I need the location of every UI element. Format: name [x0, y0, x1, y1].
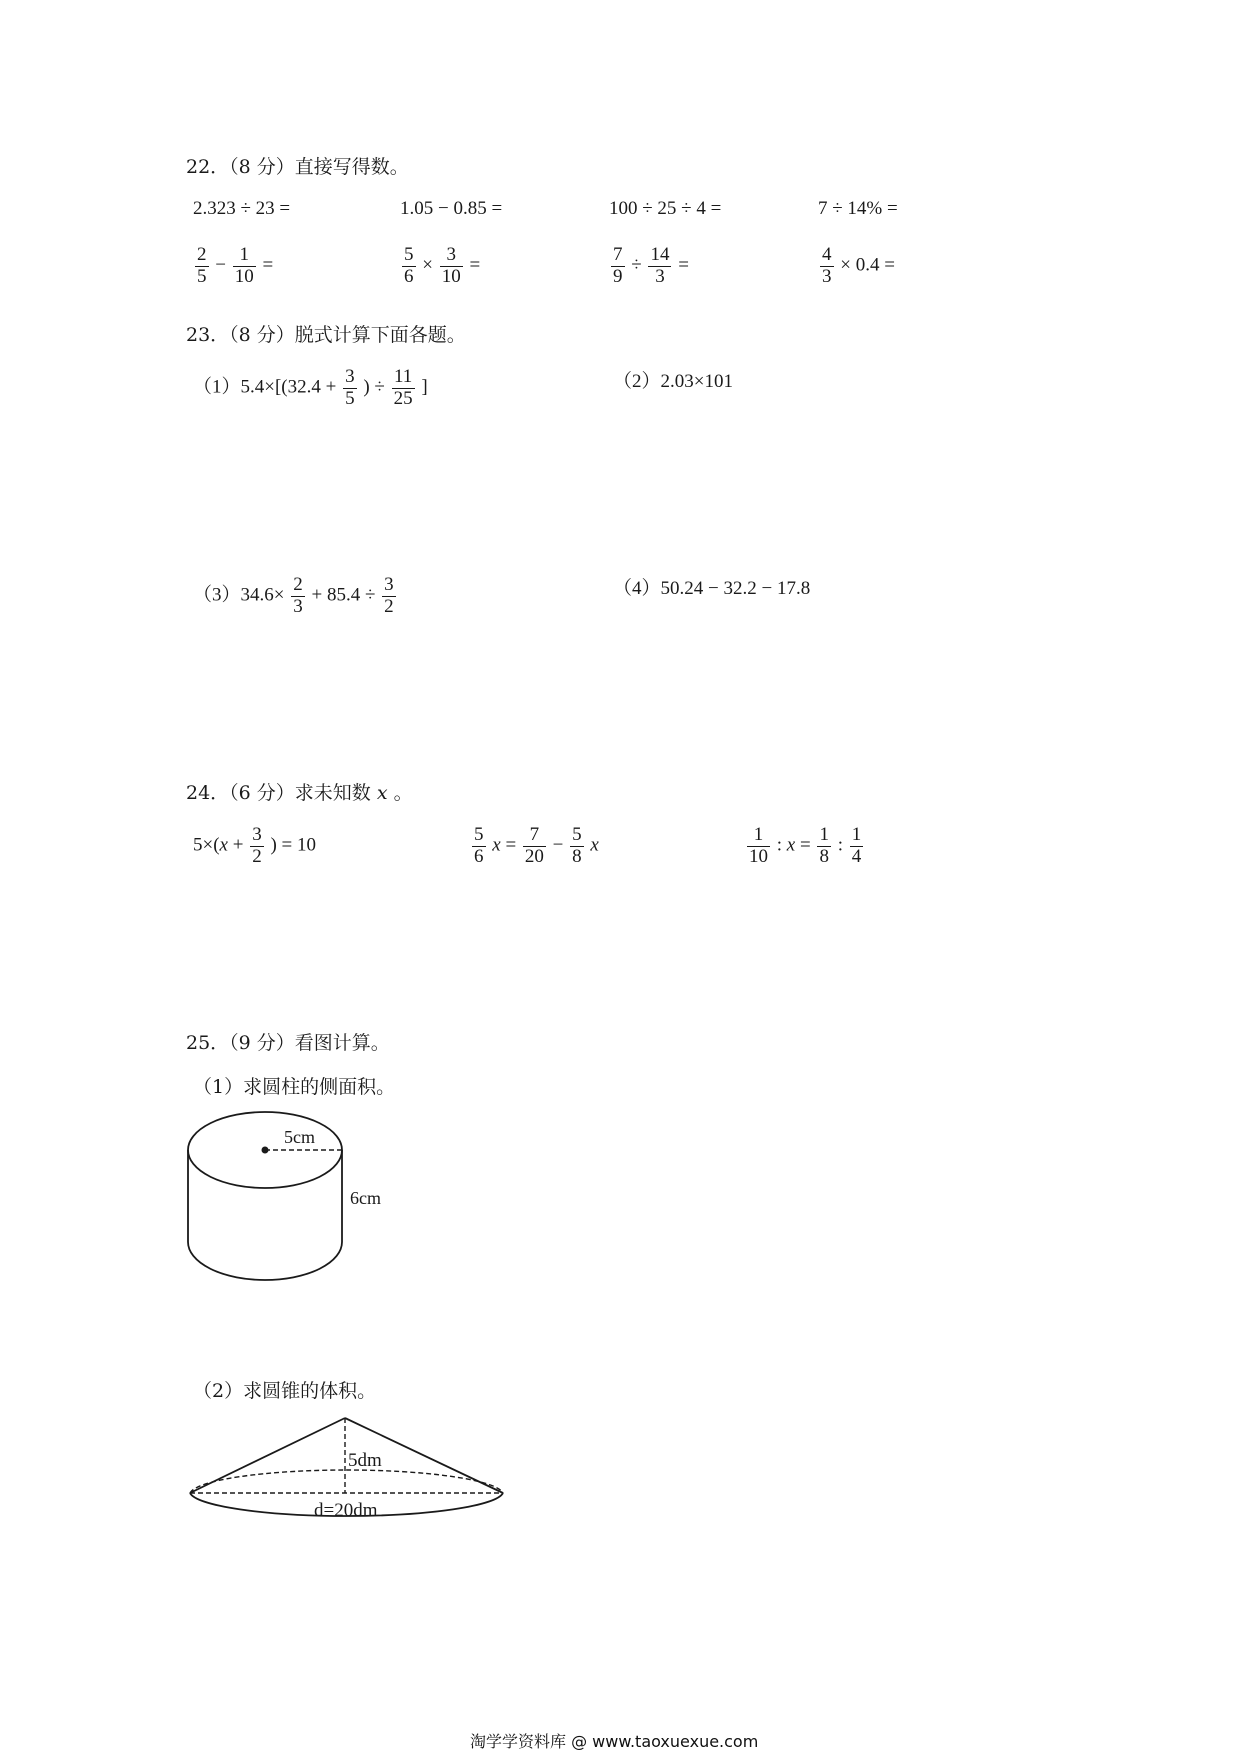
q23-heading: 23．（8 分）脱式计算下面各题。 [186, 324, 466, 346]
q25-heading: 25．（9 分）看图计算。 [186, 1032, 390, 1054]
q23-part-2: （2）2.03×101 [613, 371, 733, 392]
cone-height-label: 5dm [348, 1450, 382, 1471]
q23-part-3: （3）34.6× $\frac{2}{3}$ + 85.4 ÷ $\frac{3}{2}$ [193, 574, 394, 617]
q23-part-4: （4）50.24 − 32.2 − 17.8 [613, 578, 811, 599]
q25-subquestion-2: （2）求圆锥的体积。 [193, 1380, 377, 1402]
cylinder-height-label: 6cm [350, 1188, 381, 1208]
cylinder-bottom-arc [188, 1242, 342, 1280]
q22-item-8: $\frac{4}{3}$ × 0.4 = [822, 244, 895, 287]
cone-diameter-label: d=20dm [314, 1500, 378, 1521]
q22-heading: 22．（8 分）直接写得数。 [186, 156, 409, 178]
q25-subquestion-1: （1）求圆柱的侧面积。 [193, 1076, 396, 1098]
q22-item-6: $\frac{5}{6}$ × $\frac{3}{10}$ = [404, 244, 481, 287]
q24-heading: 24．（6 分）求未知数 x 。 [186, 782, 413, 804]
q24-equation-3: $\frac{1}{10}$ : x = $\frac{1}{8}$ : $\frac{1}{4}$ [749, 824, 862, 867]
cylinder-figure [180, 1100, 410, 1300]
q22-item-4: 7 ÷ 14% = [818, 198, 898, 219]
cone-figure [180, 1405, 520, 1525]
q24-equation-2: $\frac{5}{6}$ x = $\frac{7}{20}$ − $\frac{5}{8}$ x [474, 824, 599, 867]
q24-equation-1: 5×(x + $\frac{3}{2}$ ) = 10 [193, 824, 316, 867]
footer-watermark: 淘学学资料库 @ www.taoxuexue.com [470, 1732, 759, 1751]
q22-item-2: 1.05 − 0.85 = [400, 198, 503, 219]
cone-base-back-arc [190, 1470, 503, 1493]
q23-part-1: （1）5.4×[(32.4 + $\frac{3}{5}$ ) ÷ $\frac{11}{25}$ ] [193, 366, 428, 409]
q22-item-7: $\frac{7}{9}$ ÷ $\frac{14}{3}$ = [613, 244, 689, 287]
cylinder-radius-label: 5cm [284, 1127, 315, 1147]
q22-item-5: $\frac{2}{5}$ − $\frac{1}{10}$ = [197, 244, 274, 287]
q22-item-1: 2.323 ÷ 23 = [193, 198, 291, 219]
q22-item-3: 100 ÷ 25 ÷ 4 = [609, 198, 722, 219]
